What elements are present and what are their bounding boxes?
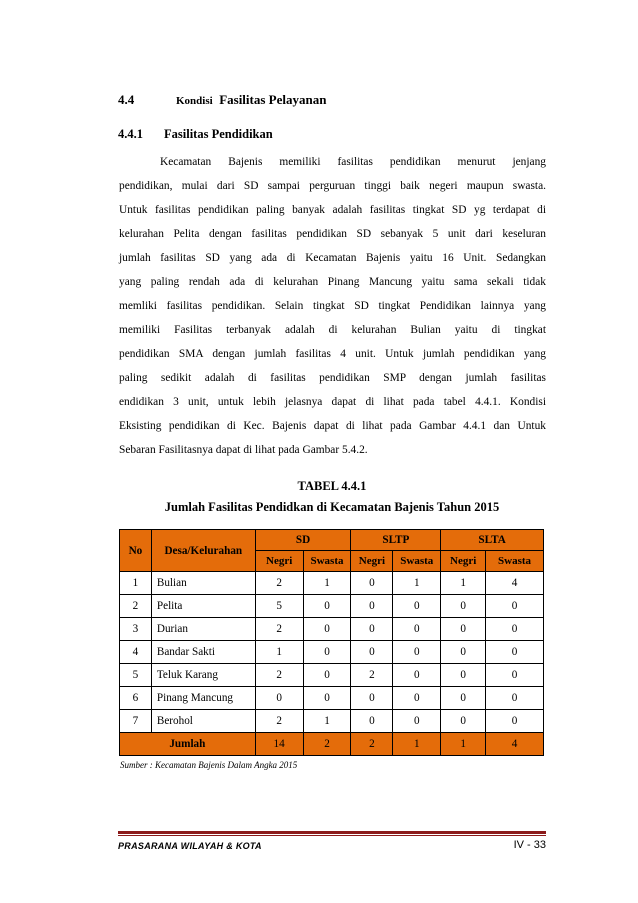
cell-name: Berohol: [151, 710, 255, 733]
header-sub: Negri: [441, 551, 486, 572]
page-number: IV - 33: [513, 839, 546, 851]
cell-value: 0: [441, 710, 486, 733]
cell-value: 1: [255, 641, 303, 664]
cell-value: 0: [303, 664, 351, 687]
total-label: Jumlah: [120, 733, 256, 756]
cell-value: 0: [486, 618, 544, 641]
header-sub: Swasta: [486, 551, 544, 572]
table-row: [120, 618, 544, 641]
paragraph-line: Eksisting pendidikan di Kec. Bajenis dapat di lihat pada Gambar 4.4.1 dan Untuk: [119, 420, 546, 432]
cell-name: Bulian: [151, 572, 255, 595]
subsection-heading: [118, 127, 273, 142]
cell-value: 0: [441, 664, 486, 687]
cell-value: 0: [441, 595, 486, 618]
footer-rule-thick: [118, 831, 546, 834]
total-value: 2: [351, 733, 393, 756]
cell-value: 0: [441, 641, 486, 664]
table-title: Jumlah Fasilitas Pendidkan di Kecamatan Bajenis Tahun 2015: [164, 500, 500, 514]
header-group-sltp: SLTP: [351, 530, 441, 551]
paragraph-line: pendidikan SMA dengan jumlah fasilitas 4 unit. Untuk jumlah pendidikan yang: [119, 348, 546, 360]
paragraph-line: pendidikan, mulai dari SD sampai perguruan tinggi baik negeri maupun swasta.: [119, 180, 546, 192]
body-paragraph: [119, 150, 546, 462]
total-value: 14: [255, 733, 303, 756]
total-row: [120, 733, 544, 756]
cell-value: 5: [255, 595, 303, 618]
cell-value: 4: [486, 572, 544, 595]
cell-name: Pinang Mancung: [151, 687, 255, 710]
header-desa: Desa/Kelurahan: [151, 530, 255, 572]
paragraph-line: endidikan 3 unit, untuk lebih jelasnya dapat di lihat pada tabel 4.4.1. Kondisi: [119, 396, 546, 408]
cell-value: 2: [255, 572, 303, 595]
cell-no: 5: [120, 664, 152, 687]
cell-name: Bandar Sakti: [151, 641, 255, 664]
cell-value: 0: [303, 618, 351, 641]
header-sub: Swasta: [303, 551, 351, 572]
total-value: 2: [303, 733, 351, 756]
header-sub: Negri: [351, 551, 393, 572]
cell-value: 2: [255, 618, 303, 641]
cell-value: 1: [303, 710, 351, 733]
facilities-table: [119, 529, 544, 756]
cell-value: 1: [303, 572, 351, 595]
cell-no: 1: [120, 572, 152, 595]
cell-value: 2: [255, 710, 303, 733]
paragraph-line: memliki fasilitas pendidikan. Selain tingkat SD tingkat Pendidikan lainnya yang: [119, 300, 546, 312]
paragraph-line: Untuk fasilitas pendidikan paling banyak adalah fasilitas tingkat SD yg terdapat di: [119, 204, 546, 216]
table-source: Sumber : Kecamatan Bajenis Dalam Angka 2015: [120, 760, 298, 770]
cell-value: 0: [441, 618, 486, 641]
cell-value: 0: [303, 687, 351, 710]
cell-value: 0: [393, 664, 441, 687]
paragraph-line: paling sedikit adalah di fasilitas pendidikan SMP dengan jumlah fasilitas: [119, 372, 546, 384]
cell-value: 0: [351, 687, 393, 710]
cell-name: Pelita: [151, 595, 255, 618]
cell-value: 0: [486, 710, 544, 733]
cell-value: 0: [486, 641, 544, 664]
cell-value: 0: [303, 595, 351, 618]
cell-value: 0: [441, 687, 486, 710]
cell-value: 0: [351, 641, 393, 664]
header-group-slta: SLTA: [441, 530, 544, 551]
cell-value: 1: [441, 572, 486, 595]
cell-value: 0: [393, 618, 441, 641]
paragraph-line: Kecamatan Bajenis memiliki fasilitas pendidikan menurut jenjang: [160, 156, 546, 168]
cell-no: 3: [120, 618, 152, 641]
table-row: [120, 595, 544, 618]
cell-value: 0: [486, 664, 544, 687]
cell-value: 0: [393, 710, 441, 733]
footer-rule-thin: [118, 835, 546, 836]
total-value: 1: [393, 733, 441, 756]
header-no: No: [120, 530, 152, 572]
cell-value: 0: [351, 572, 393, 595]
cell-value: 0: [351, 618, 393, 641]
table-row: [120, 664, 544, 687]
cell-value: 2: [255, 664, 303, 687]
paragraph-line: memiliki Fasilitas terbanyak adalah di kelurahan Bulian yaitu di tingkat: [119, 324, 546, 336]
paragraph-line: kelurahan Pelita dengan fasilitas pendidikan SD sebanyak 5 unit dari keseluran: [119, 228, 546, 240]
cell-no: 7: [120, 710, 152, 733]
table-caption: TABEL 4.4.1: [297, 479, 367, 493]
table-row: [120, 572, 544, 595]
paragraph-line: Sebaran Fasilitasnya dapat di lihat pada Gambar 5.4.2.: [119, 444, 368, 456]
cell-value: 0: [303, 641, 351, 664]
table-row: [120, 641, 544, 664]
cell-no: 6: [120, 687, 152, 710]
cell-value: 0: [486, 687, 544, 710]
total-value: 4: [486, 733, 544, 756]
cell-value: 0: [393, 687, 441, 710]
table-row: [120, 687, 544, 710]
cell-value: 0: [393, 641, 441, 664]
section-label-small: Kondisi: [176, 95, 213, 107]
total-value: 1: [441, 733, 486, 756]
cell-value: 1: [393, 572, 441, 595]
header-sub: Negri: [255, 551, 303, 572]
paragraph-line: yang paling rendah ada di kelurahan Pinang Mancung yaitu sama sekali tidak: [119, 276, 546, 288]
section-heading: [118, 92, 326, 108]
subsection-label: Fasilitas Pendidikan: [164, 127, 273, 141]
footer-chapter-title: PRASARANA WILAYAH & KOTA: [118, 841, 262, 851]
section-number: 4.4: [118, 92, 135, 107]
paragraph-line: jumlah fasilitas SD yang ada di Kecamatan Bajenis yaitu 16 Unit. Sedangkan: [119, 252, 546, 264]
cell-name: Teluk Karang: [151, 664, 255, 687]
header-group-sd: SD: [255, 530, 351, 551]
cell-value: 2: [351, 664, 393, 687]
cell-value: 0: [255, 687, 303, 710]
section-label: Fasilitas Pelayanan: [219, 92, 327, 107]
cell-no: 2: [120, 595, 152, 618]
cell-value: 0: [351, 710, 393, 733]
cell-value: 0: [486, 595, 544, 618]
cell-name: Durian: [151, 618, 255, 641]
cell-value: 0: [393, 595, 441, 618]
subsection-number: 4.4.1: [118, 127, 143, 141]
cell-no: 4: [120, 641, 152, 664]
header-sub: Swasta: [393, 551, 441, 572]
table-row: [120, 710, 544, 733]
cell-value: 0: [351, 595, 393, 618]
